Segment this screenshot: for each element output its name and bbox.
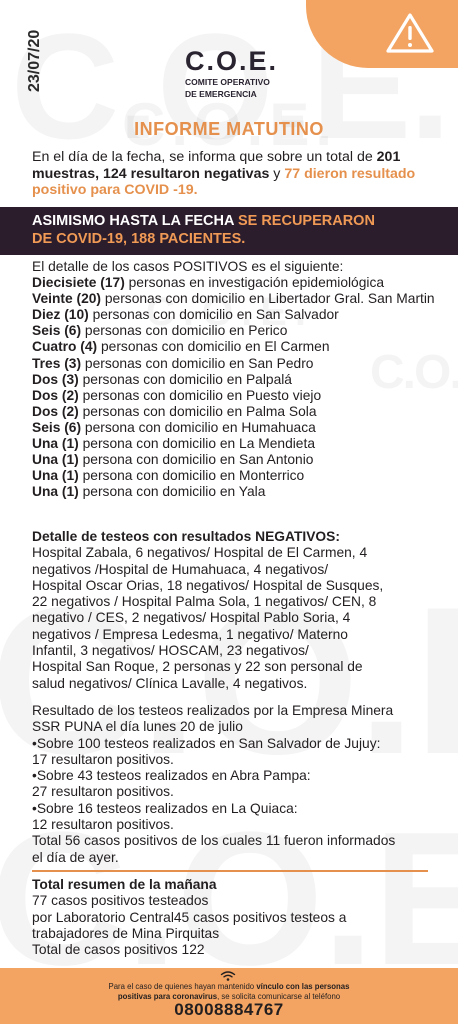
list-item: Una (1) persona con domicilio en Yala [32, 484, 266, 500]
banner-highlight: SE RECUPERARON [237, 213, 375, 229]
text-line: negativos /Hospital de Humahuaca, 4 negativos/ [32, 561, 329, 577]
text-line: Hospital Oscar Orias, 18 negativos/ Hospital de Susques, [32, 577, 384, 593]
list-item: Una (1) persona con domicilio en La Mendieta [32, 436, 315, 452]
logo-title: C.O.E. [185, 46, 279, 76]
cases-heading: El detalle de los casos POSITIVOS es el siguiente: [32, 259, 344, 274]
text-line: negativos / Empresa Ledesma, 1 negativo/ Materno [32, 626, 348, 642]
text-line: 27 resultaron positivos. [32, 784, 174, 800]
text-line: Total de casos positivos 122 [32, 942, 205, 958]
intro-positives: 77 dieron resultado positivo para COVID -19. [32, 165, 416, 198]
list-item: Tres (3) personas con domicilio en San Pedro [32, 355, 314, 371]
morning-summary-section [32, 877, 444, 958]
negatives-title: Detalle de testeos con resultados NEGATIVOS: [32, 529, 340, 544]
banner-highlight: DE COVID-19, 188 PACIENTES. [32, 231, 246, 247]
intro-text: y [269, 165, 285, 182]
list-item: Veinte (20) personas con domicilio en Libertador Gral. San Martin [32, 291, 435, 307]
list-item: Dos (2) personas con domicilio en Puesto viejo [32, 387, 322, 403]
text-line: 12 resultaron positivos. [32, 817, 174, 833]
text-line: 22 negativos / Hospital Palma Sola, 1 negativos/ CEN, 8 [32, 594, 377, 610]
header-corner [306, 0, 458, 68]
text-line: 17 resultaron positivos. [32, 751, 174, 767]
intro-total: 201 muestras, 124 resultaron negativas [32, 149, 401, 182]
logo-subtitle-2: DE EMERGENCIA [185, 89, 257, 99]
text-line: •Sobre 100 testeos realizados en San Salvador de Jujuy: [32, 735, 381, 751]
text-line: •Sobre 16 testeos realizados en La Quiaca: [32, 800, 298, 816]
list-item: Cuatro (4) personas con domicilio en El Carmen [32, 339, 330, 355]
recovered-banner [0, 207, 458, 255]
text-line: Hospital Zabala, 6 negativos/ Hospital de El Carmen, 4 [32, 545, 368, 561]
list-item: Diecisiete (17) personas en investigación epidemiológica [32, 275, 385, 291]
positive-cases-list [32, 259, 444, 500]
list-item: Diez (10) personas con domicilio en San Salvador [32, 307, 339, 323]
intro-paragraph [32, 149, 437, 199]
text-line: Infantil, 3 negativos/ HOSCAM, 23 negativos/ [32, 643, 309, 659]
page-title: INFORME MATUTINO [134, 119, 324, 139]
text-line: Resultado de los testeos realizados por la Empresa Minera [32, 703, 394, 718]
text-line: 77 casos positivos testeados [32, 893, 209, 909]
text-line: •Sobre 43 testeos realizados en Abra Pampa: [32, 768, 311, 784]
list-item: Una (1) persona con domicilio en Monterrico [32, 468, 305, 484]
text-line: el día de ayer. [32, 849, 119, 865]
minera-results-section [32, 703, 444, 866]
list-item: Seis (6) persona con domicilio en Humahuaca [32, 419, 316, 435]
contact-footer [0, 968, 458, 1024]
logo-subtitle-1: COMITE OPERATIVO [185, 77, 270, 87]
negative-tests-section [32, 529, 442, 692]
list-item: Seis (6) personas con domicilio en Perico [32, 323, 288, 339]
warning-triangle-icon [384, 11, 436, 55]
list-item: Dos (2) personas con domicilio en Palma Sola [32, 403, 317, 419]
list-item: Una (1) persona con domicilio en San Antonio [32, 452, 314, 468]
text-line: trabajadores de Mina Pirquitas [32, 925, 220, 941]
banner-text: ASIMISMO HASTA LA FECHA [32, 213, 238, 229]
text-line: Total 56 casos positivos de los cuales 11 fueron informados [32, 833, 396, 849]
text-line: por Laboratorio Central45 casos positivos testeos a [32, 909, 347, 925]
intro-text: En el día de la fecha, se informa que sobre un total de [32, 149, 377, 165]
text-line: SSR PUNA el día lunes 20 de julio [32, 719, 243, 735]
report-date: 23/07/20 [26, 29, 43, 92]
text-line: salud negativos/ Clínica Lavalle, 4 negativos. [32, 675, 308, 691]
text-line: Hospital San Roque, 2 personas y 22 son personal de [32, 659, 363, 675]
section-divider [32, 870, 428, 872]
phone-number[interactable]: 08008884767 [174, 1000, 284, 1019]
summary-title: Total resumen de la mañana [32, 877, 217, 892]
text-line: negativo / CES, 2 negativos/ Hospital Pablo Soria, 4 [32, 610, 351, 626]
footer-text: Para el caso de quienes hayan mantenido vínculo con las personas positivas para coronavirus, se solicita comunicarse al teléfono [108, 982, 350, 1001]
coe-logo [185, 47, 278, 99]
wifi-icon [220, 971, 236, 981]
list-item: Dos (3) personas con domicilio en Palpalá [32, 371, 292, 387]
